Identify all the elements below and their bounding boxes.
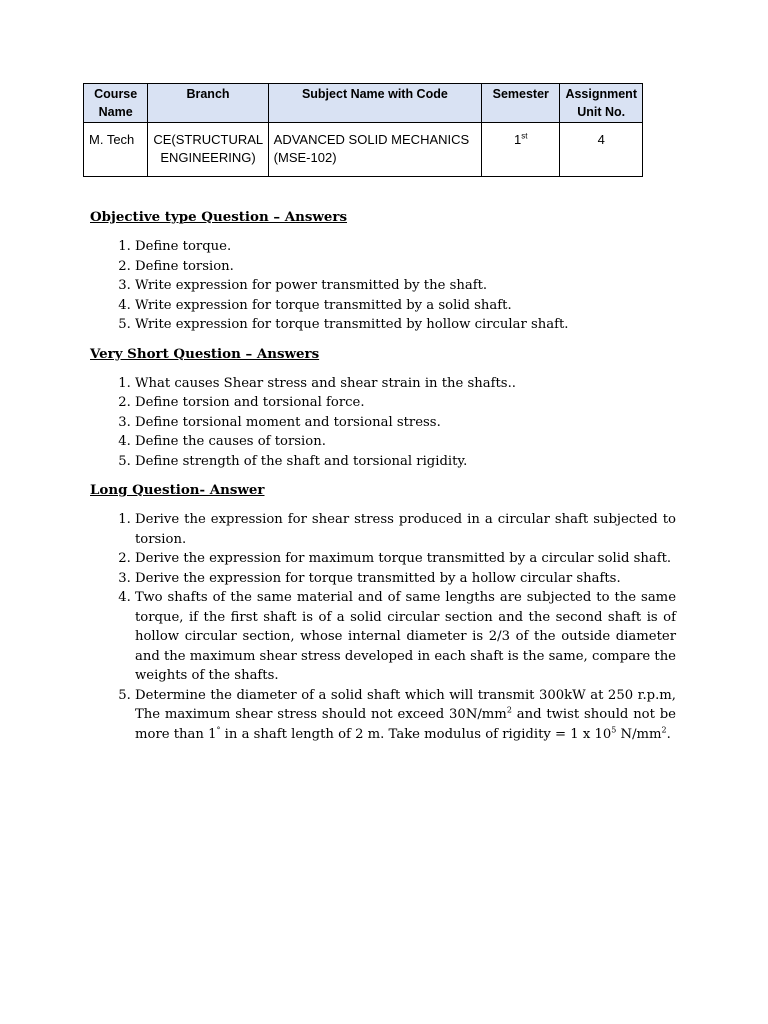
q5-part5: .	[666, 726, 671, 742]
q5-sup1: 2	[506, 705, 512, 715]
list-item: 5. Write expression for torque transmitted by hollow circular shaft.	[135, 315, 676, 335]
cell-subject: ADVANCED SOLID MECHANICS (MSE-102)	[268, 123, 481, 177]
header-subject: Subject Name with Code	[268, 84, 481, 123]
list-item: 4. Write expression for torque transmitted by a solid shaft.	[135, 296, 676, 316]
list-item: 2. Define torsion and torsional force.	[135, 393, 676, 413]
header-course-name: Course Name	[84, 84, 148, 123]
list-item: 2. Derive the expression for maximum torque transmitted by a circular solid shaft.	[135, 549, 676, 569]
header-branch: Branch	[148, 84, 268, 123]
questions-content	[90, 208, 676, 754]
list-item: 3. Write expression for power transmitted by the shaft.	[135, 276, 676, 296]
list-item	[135, 686, 676, 745]
semester-number: 1	[514, 132, 522, 147]
q5-part2: and twist should not be more than 1	[135, 707, 676, 742]
section-heading-very-short: Very Short Question – Answers	[90, 345, 320, 362]
degree-symbol: °	[216, 725, 221, 735]
q5-sup2: 5	[611, 725, 617, 735]
section-heading-objective: Objective type Question – Answers	[90, 209, 348, 225]
q5-part4: N/mm	[616, 726, 662, 742]
list-item: 2. Define torsion.	[135, 257, 676, 277]
cell-unit: 4	[560, 123, 643, 177]
section-heading-long: Long Question- Answer	[90, 482, 265, 498]
table-header-row	[84, 84, 643, 123]
list-item: 1. What causes Shear stress and shear strain in the shafts..	[135, 374, 676, 394]
q5-sup3: 2	[661, 725, 667, 735]
objective-question-list	[90, 237, 676, 335]
list-item: 1. Define torque.	[135, 237, 676, 257]
very-short-question-list	[90, 374, 676, 472]
q5-part1: Determine the diameter of a solid shaft which will transmit 300kW at 250 r.p.m, The maximum shear stress should not exceed 30N/mm	[135, 687, 676, 722]
list-item: 5. Define strength of the shaft and torsional rigidity.	[135, 452, 676, 472]
table-row	[84, 123, 643, 177]
q5-part3: in a shaft length of 2 m. Take modulus of rigidity = 1 x 10	[220, 726, 612, 742]
cell-semester	[482, 123, 560, 177]
course-info-table	[83, 83, 643, 177]
long-question-list	[90, 510, 676, 744]
header-semester: Semester	[482, 84, 560, 123]
list-item: 4. Two shafts of the same material and of same lengths are subjected to the same torque, if the first shaft is of a solid circular section and the second shaft is of hollow circular section, whose internal diameter is 2/3 of the outside diameter and the maximum shear stress developed in each shaft is the same, compare the weights of the shafts.	[135, 588, 676, 686]
cell-course: M. Tech	[84, 123, 148, 177]
list-item: 1. Derive the expression for shear stress produced in a circular shaft subjected to torsion.	[135, 510, 676, 549]
list-item: 4. Define the causes of torsion.	[135, 432, 676, 452]
list-item: 3. Derive the expression for torque transmitted by a hollow circular shafts.	[135, 569, 676, 589]
semester-suffix: st	[521, 131, 528, 141]
header-assignment-unit: Assignment Unit No.	[560, 84, 643, 123]
list-item: 3. Define torsional moment and torsional stress.	[135, 413, 676, 433]
cell-branch: CE(STRUCTURAL ENGINEERING)	[148, 123, 268, 177]
